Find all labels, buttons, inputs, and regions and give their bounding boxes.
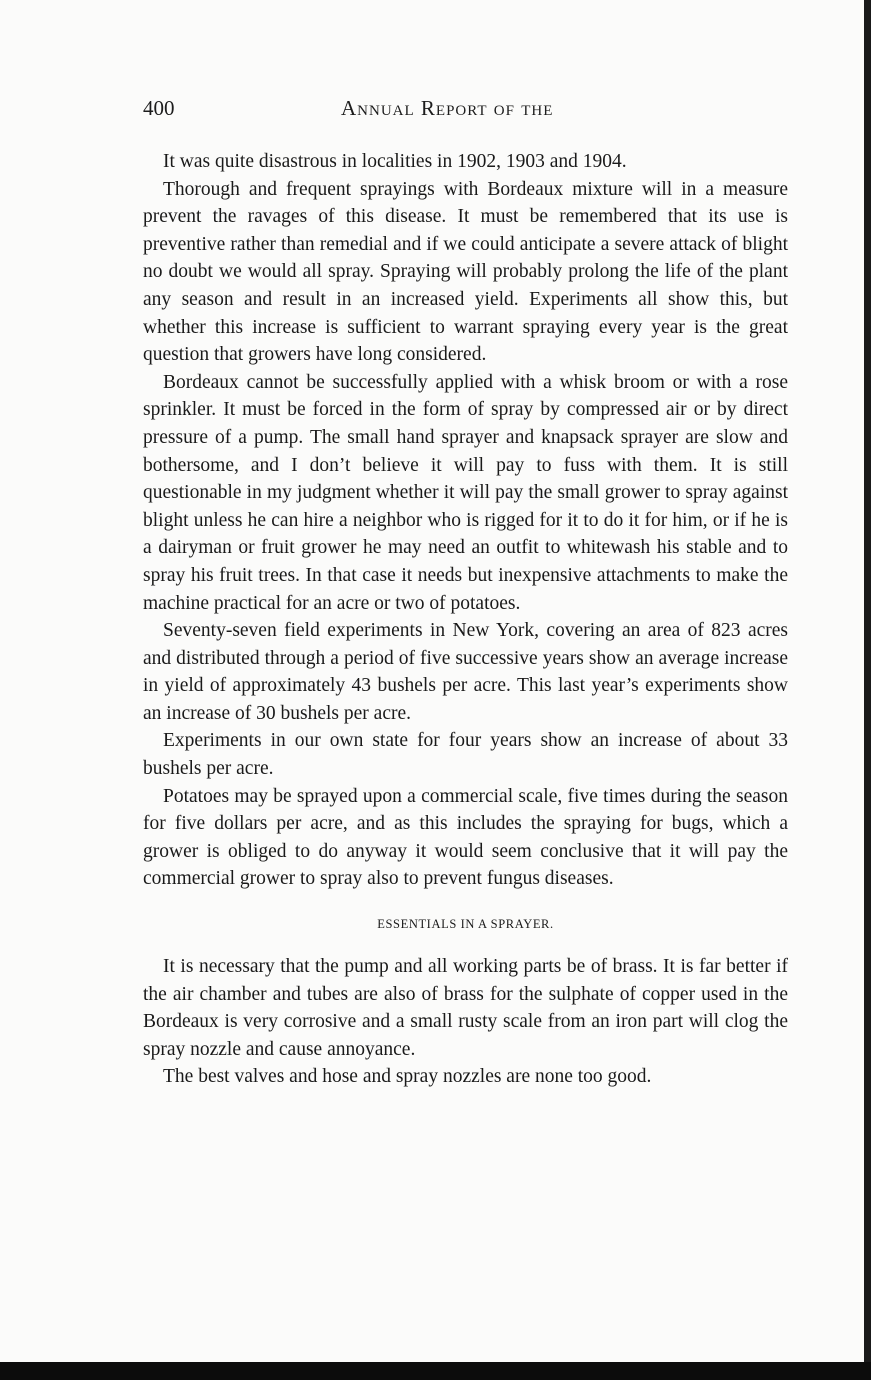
paragraph: It is necessary that the pump and all working parts be of brass. It is far better if the air chamber and tubes are also of brass for the sulphate of copper used in the Bordeaux is very corrosive and a small rusty scale from an iron part will clog the spray nozzle and cause annoyance.: [143, 956, 788, 1060]
paragraph: Bordeaux cannot be successfully applied with a whisk broom or with a rose sprinkler. It must be forced in the form of spray by compressed air or by direct pressure of a pump. The small hand sprayer and knapsack sprayer are slow and bothersome, and I don’t believe it will pay to fuss with them. It is still questionable in my judgment whether it will pay the small grower to spray against blight unless he can hire a neighbor who is rigged for it to do it for him, or if he is a dairyman or fruit grower he may need an outfit to whitewash his stable and to spray his fruit trees. In that case it needs but inexpensive attachments to make the machine practical for an acre or two of potatoes.: [143, 371, 788, 614]
running-title: Annual Report of the: [341, 96, 554, 120]
paragraph: The best valves and hose and spray nozzles are none too good.: [163, 1066, 652, 1088]
paragraph: Experiments in our own state for four years show an increase of about 33 bushels per acre.: [143, 730, 788, 780]
body-text: [143, 148, 788, 1091]
section-heading: ESSENTIALS IN A SPRAYER.: [377, 917, 554, 932]
paragraph: It was quite disastrous in localities in 1902, 1903 and 1904.: [163, 151, 627, 172]
page-number: 400: [143, 96, 175, 120]
scan-edge-shadow: [864, 0, 871, 1380]
paragraph: Thorough and frequent sprayings with Bordeaux mixture will in a measure prevent the ravages of this disease. It must be remembered that its use is preventive rather than remedial and if we could anticipate a severe attack of blight no doubt we would all spray. Spraying will probably prolong the life of the plant any season and result in an increased yield. Experiments all show this, but whether this increase is sufficient to warrant spraying every year is the great question that growers have long considered.: [143, 178, 788, 366]
scan-bottom-border: [0, 1362, 871, 1380]
paragraph: Seventy-seven field experiments in New York, covering an area of 823 acres and distributed through a period of five successive years show an average increase in yield of approximately 43 bushels per acre. This last year’s experiments show an increase of 30 bushels per acre.: [143, 620, 788, 724]
paragraph: Potatoes may be sprayed upon a commercial scale, five times during the season for five dollars per acre, and as this includes the spraying for bugs, which a grower is obliged to do anyway it would seem conclusive that it will pay the commercial grower to spray also to prevent fungus diseases.: [143, 785, 788, 890]
running-head: [143, 96, 788, 126]
